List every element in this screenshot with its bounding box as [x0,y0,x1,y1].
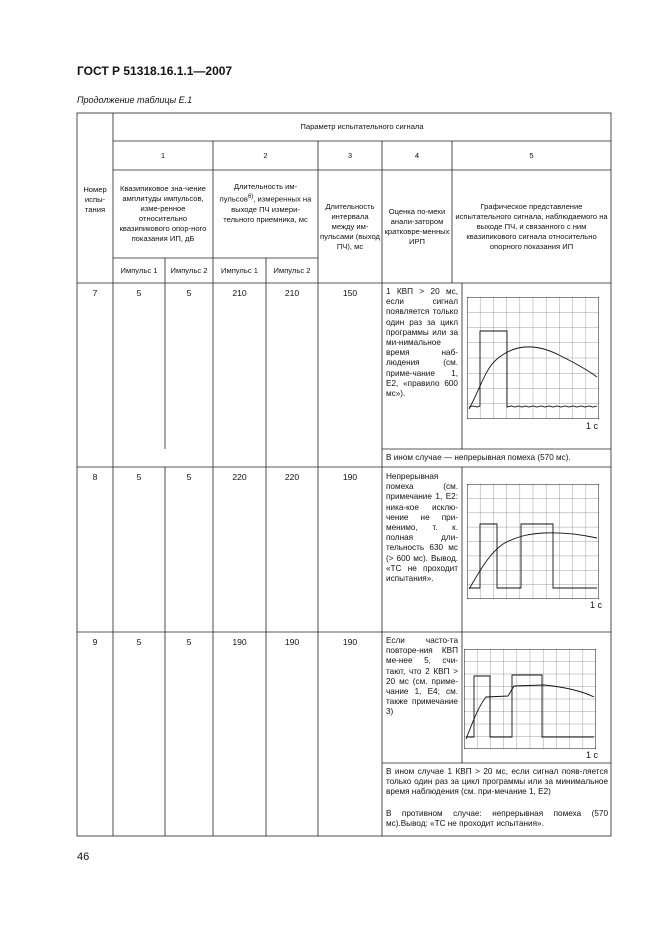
row7-amp1: 5 [136,288,142,298]
header-group-number-2: 2 [263,150,268,160]
row9-time-label: 1 с [586,750,599,760]
row7-amp2: 5 [186,288,192,298]
header-interval: Длительность интервала между им-пульсами (выход ПЧ), мс [320,202,380,251]
row9-interval: 190 [342,637,358,647]
header-assessment: Оценка по-мехи анали-затором кратковре-менных ИРП [384,207,450,246]
header-group-number-4: 4 [414,150,420,160]
header-duration-footnote: 6) [247,194,254,200]
header-duration [216,172,315,256]
row8-amp2: 5 [186,472,192,482]
row8-amp1: 5 [136,472,142,482]
row9-test-number: 9 [92,637,98,647]
table-continuation-caption: Продолжение таблицы Е.1 [77,95,193,105]
header-dur-pulse1: Импульс 1 [221,265,258,275]
header-amp-pulse2: Импульс 2 [170,265,208,275]
row8-dur1: 220 [232,472,247,482]
row8-oscillogram [467,484,599,599]
row9-dur2: 190 [284,637,300,647]
row9-note-2: В противном случае: непрерывная помеха (570 мс).Вывод: «ТС не проходит испытания». [386,809,608,829]
row8-interval: 190 [342,472,358,482]
row7-test-number: 7 [92,288,98,298]
row7-interval: 150 [342,288,358,298]
row8-dur2: 220 [284,472,300,482]
row7-assessment: 1 КВП > 20 мс, если сигнал появляется только один раз за цикл программы или за ми-нимальное время наб-людения (см. приме-чание 1, Е2, «правило 600 мс»). [386,287,458,399]
header-duration-rest: , измеренных на выходе ПЧ измери-тельного приемника, мс [223,194,312,224]
row7-time-label: 1 с [586,421,599,431]
header-amplitude: Квазипиковое зна-чение амплитуды импульсов, изме-ренное относительно квазипикового опор-ного показания ИП, дБ [119,184,207,243]
row9-amp1: 5 [136,637,142,647]
row9-note: В ином случае 1 КВП > 20 мс, если сигнал появ-ляется только один раз за цикл программы или за минимальное время наблюдения (см. при-мечание 1, Е2) [386,767,608,797]
row7-dur2: 210 [284,288,300,298]
row7-oscillogram [467,297,599,419]
row9-amp2: 5 [186,637,192,647]
row9-dur1: 190 [232,637,247,647]
row8-test-number: 8 [92,472,98,482]
row8-assessment: Непрерывная помеха (см. примечание 1, Е2: ника-кое исклю-чение не при-менимо, т. к. полная дли-тельность 630 мс (> 600 мс). Вывод. «ТС не проходит испытания». [386,472,458,584]
header-group-number-3: 3 [347,150,353,160]
header-graph: Графическое представление испытательного сигнала, наблюдаемого на выходе ПЧ, и связанного с ним квазипикового сигнала относительно опорного показания ИП [455,202,608,251]
header-group-number-5: 5 [529,150,534,160]
header-test-number: Номер испы-тания [83,185,107,214]
header-dur-pulse2: Импульс 2 [273,265,311,275]
page-number: 46 [77,851,90,863]
document-title: ГОСТ Р 51318.16.1.1—2007 [77,64,233,78]
row9-oscillogram [464,649,596,749]
row7-note: В ином случае — непрерывная помеха (570 мс). [386,453,571,462]
header-parameter-group: Параметр испытательного сигнала [300,122,424,131]
row9-assessment: Если часто-та повторе-ния КВП ме-нее 5, счи-тают, что 2 КВП > 20 мс (см. приме-чание 1, Е4; см. также примечание 3) [386,636,458,717]
header-amp-pulse1: Импульс 1 [120,265,158,275]
row8-time-label: 1 с [590,600,603,610]
row7-dur1: 210 [232,288,247,298]
header-duration-main: Длительность им-пульсов [219,182,298,204]
header-group-number-1: 1 [160,150,166,160]
